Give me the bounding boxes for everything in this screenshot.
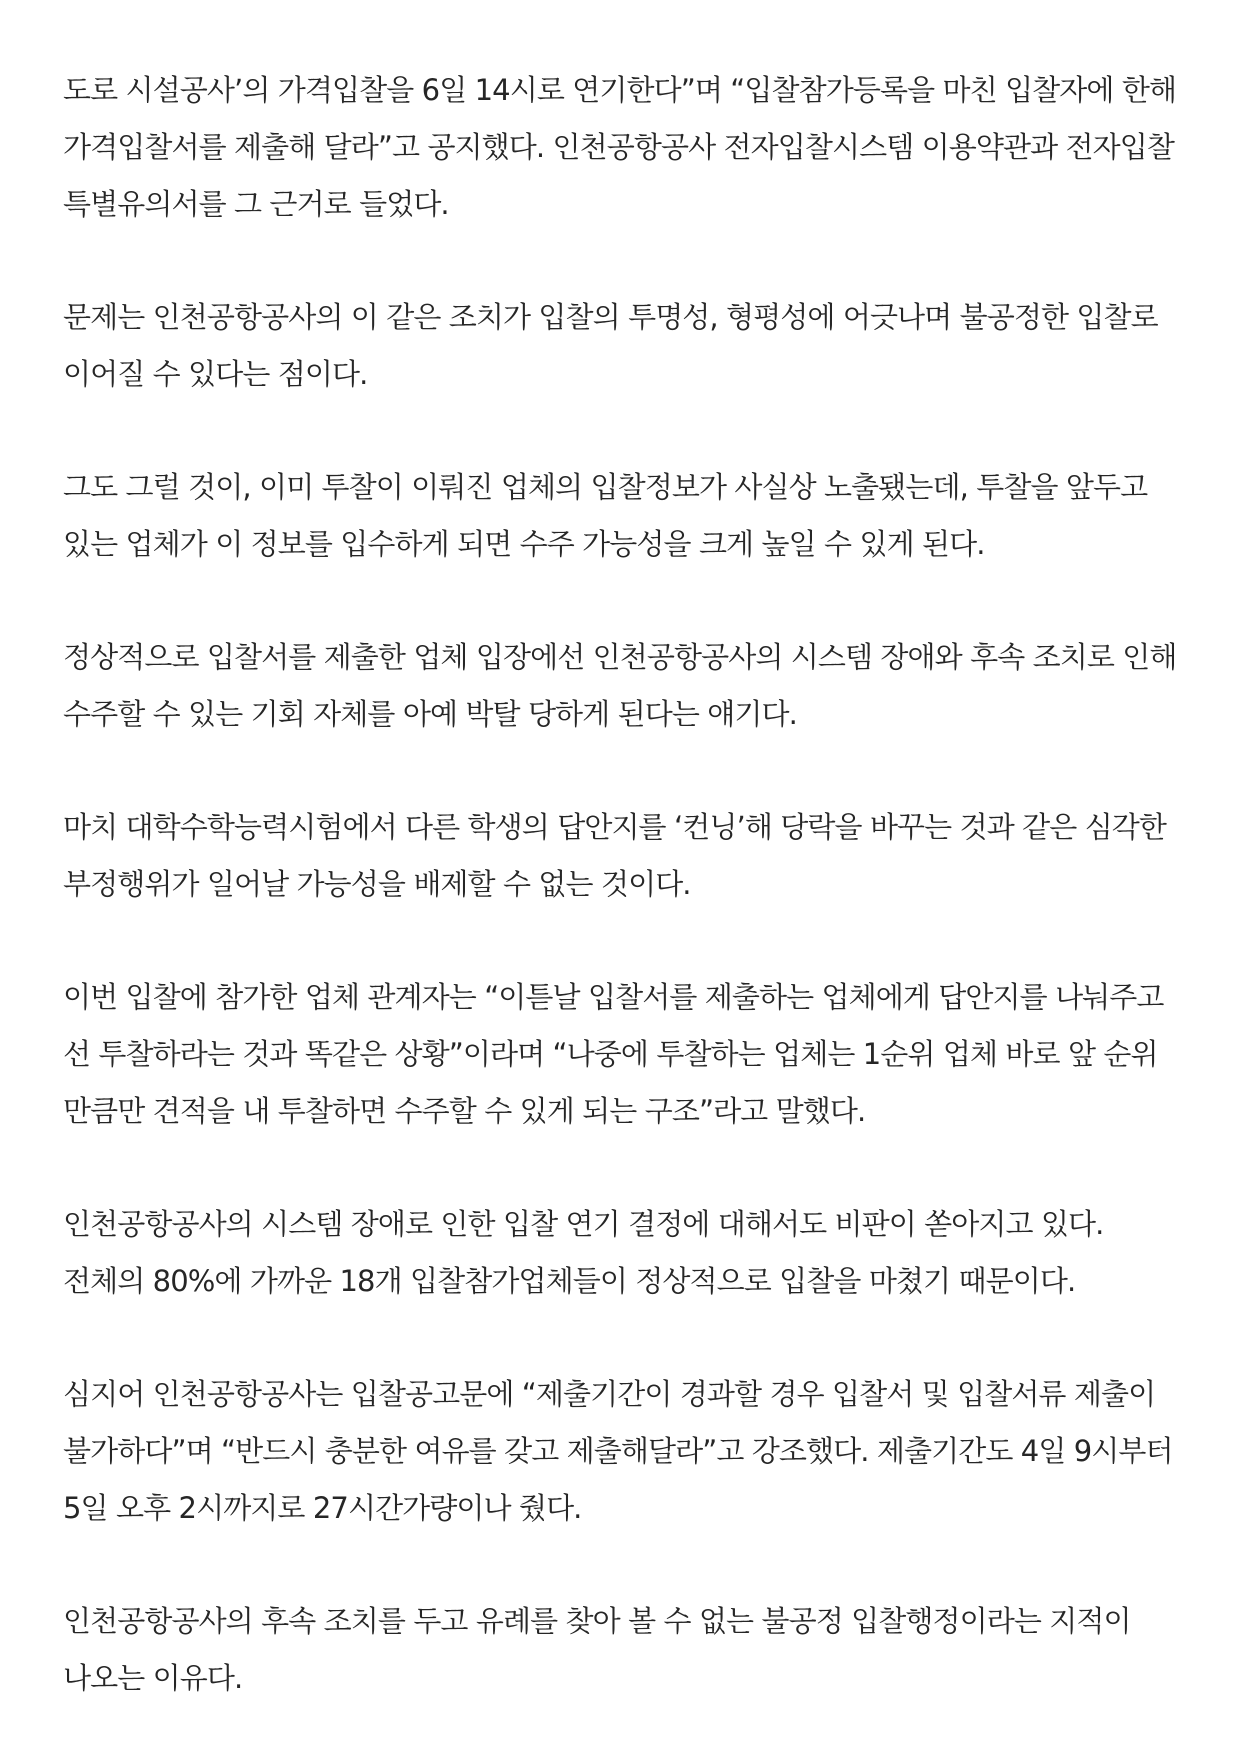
article-body	[63, 62, 1191, 1707]
paragraph: 그도 그럴 것이, 이미 투찰이 이뤄진 업체의 입찰정보가 사실상 노출됐는데, 투찰을 앞두고 있는 업체가 이 정보를 입수하게 되면 수주 가능성을 크게 높일 수 있게 된다.	[63, 470, 1148, 561]
paragraph: 정상적으로 입찰서를 제출한 업체 입장에선 인천공항공사의 시스템 장애와 후속 조치로 인해 수주할 수 있는 기회 자체를 아예 박탈 당하게 된다는 얘기다.	[63, 640, 1177, 731]
paragraph: 도로 시설공사’의 가격입찰을 6일 14시로 연기한다”며 “입찰참가등록을 마친 입찰자에 한해 가격입찰서를 제출해 달라”고 공지했다. 인천공항공사 전자입찰시스템 이용약관과 전자입찰 특별유의서를 그 근거로 들었다.	[63, 73, 1177, 221]
paragraph: 문제는 인천공항공사의 이 같은 조치가 입찰의 투명성, 형평성에 어긋나며 불공정한 입찰로 이어질 수 있다는 점이다.	[63, 300, 1158, 391]
paragraph: 이번 입찰에 참가한 업체 관계자는 “이튿날 입찰서를 제출하는 업체에게 답안지를 나눠주고 선 투찰하라는 것과 똑같은 상황”이라며 “나중에 투찰하는 업체는 1순위 업체 바로 앞 순위 만큼만 견적을 내 투찰하면 수주할 수 있게 되는 구조”라고 말했다.	[63, 980, 1164, 1128]
paragraph: 인천공항공사의 후속 조치를 두고 유례를 찾아 볼 수 없는 불공정 입찰행정이라는 지적이 나오는 이유다.	[63, 1604, 1131, 1695]
paragraph: 마치 대학수학능력시험에서 다른 학생의 답안지를 ‘컨닝’해 당락을 바꾸는 것과 같은 심각한 부정행위가 일어날 가능성을 배제할 수 없는 것이다.	[63, 810, 1167, 901]
paragraph: 심지어 인천공항공사는 입찰공고문에 “제출기간이 경과할 경우 입찰서 및 입찰서류 제출이 불가하다”며 “반드시 충분한 여유를 갖고 제출해달라”고 강조했다. 제출기간도 4일 9시부터 5일 오후 2시까지로 27시간가량이나 줬다.	[63, 1377, 1173, 1525]
paragraph: 인천공항공사의 시스템 장애로 인한 입찰 연기 결정에 대해서도 비판이 쏟아지고 있다. 전체의 80%에 가까운 18개 입찰참가업체들이 정상적으로 입찰을 마쳤기 때문이다.	[63, 1207, 1104, 1298]
